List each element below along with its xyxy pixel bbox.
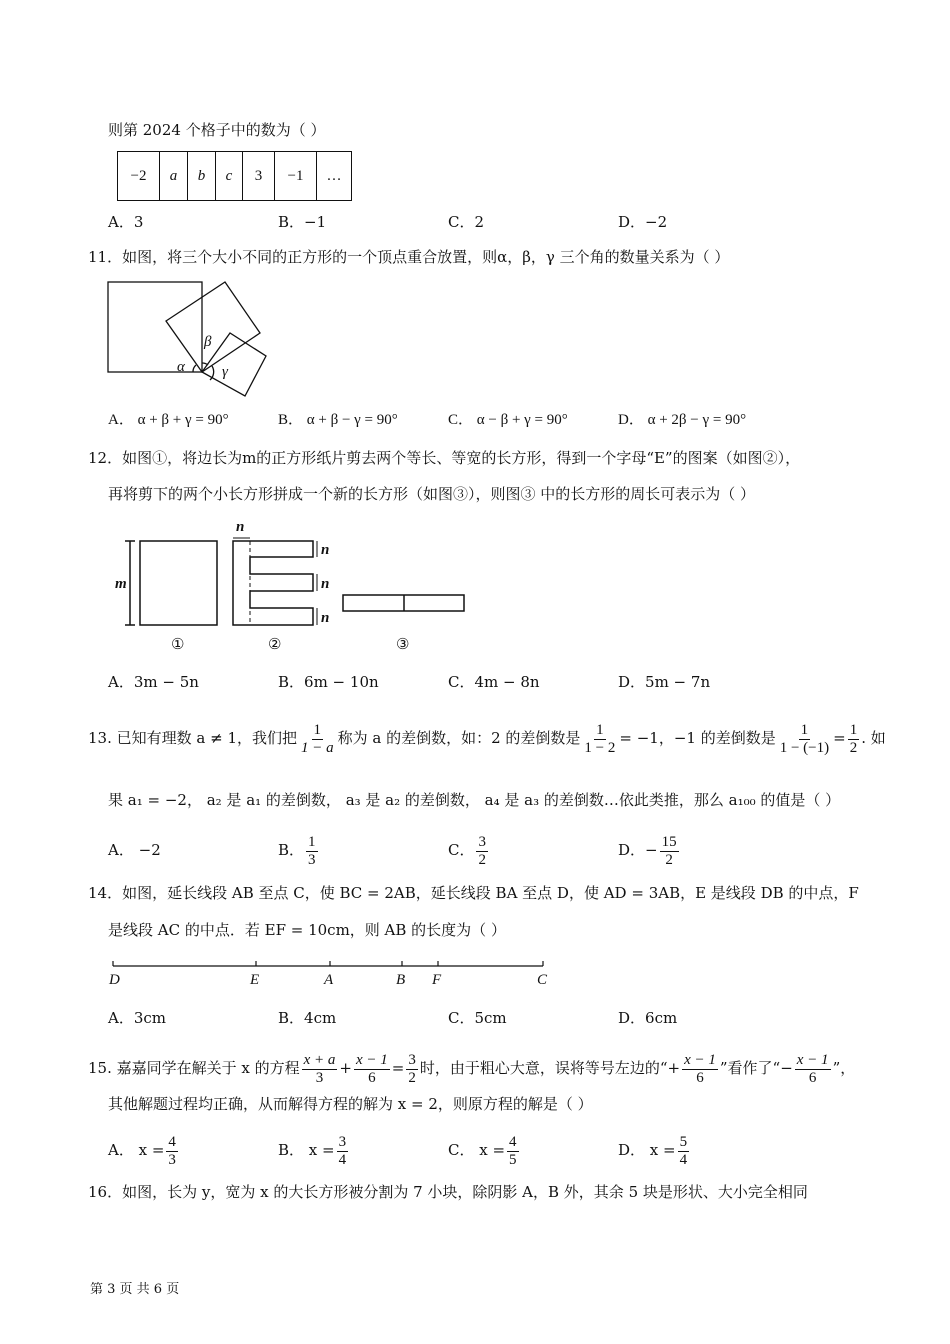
fraction [354, 1052, 390, 1087]
numerator: 5 [679, 1133, 688, 1150]
fraction [778, 722, 831, 757]
denominator: 5 [509, 1151, 517, 1168]
fraction [166, 1134, 178, 1169]
small-square [202, 333, 266, 396]
denominator: 3 [168, 1151, 176, 1168]
numerator: 1 [313, 721, 322, 738]
q12-option-d: D．5m − 7n [618, 673, 711, 691]
point-a-label: A [324, 972, 334, 988]
q16-question: 16．如图，长为 y，宽为 x 的大长方形被分割为 7 小块，除阴影 A，B 外，其余 5 块是形状、大小完全相同 [88, 1183, 808, 1201]
option-label: A． [108, 841, 134, 859]
fraction [848, 722, 860, 757]
numerator: 1 [596, 721, 604, 738]
denominator: 2 [408, 1069, 416, 1086]
q11-option-b: B． α + β − γ = 90° [278, 412, 398, 428]
numerator: 1 [308, 833, 316, 850]
fraction [582, 722, 617, 757]
fraction [306, 834, 318, 869]
denominator: 1 − 2 [584, 739, 616, 756]
q12-question-line1: 12．如图①，将边长为m的正方形纸片剪去两个等长、等宽的长方形，得到一个字母“E”的图案（如图②）， [88, 449, 801, 467]
fraction [507, 1134, 519, 1169]
text: 15. 嘉嘉同学在解关于 x 的方程 [88, 1059, 300, 1077]
denominator: 3 [308, 851, 316, 868]
point-e-label: E [250, 972, 260, 988]
text: = −1，−1 的差倒数是 [619, 729, 776, 747]
grid-cell: −2 [118, 152, 160, 201]
denominator: 6 [696, 1069, 704, 1086]
q12-option-a: A．3m − 5n [108, 673, 199, 691]
option-label: B． [278, 841, 305, 859]
numerator: 3 [478, 833, 486, 850]
gamma-label: γ [222, 364, 228, 380]
grid-cell: … [317, 152, 352, 201]
q11-question: 11．如图，将三个大小不同的正方形的一个顶点重合放置，则α，β，γ 三个角的数量关系为（ ） [88, 248, 730, 266]
point-f-label: F [432, 972, 442, 988]
numerator: 15 [661, 833, 677, 850]
q11-option-d: D． α + 2β − γ = 90° [618, 412, 747, 428]
grid-cell: −1 [275, 152, 317, 201]
option-label: B． x = [278, 1141, 335, 1159]
numerator: 3 [338, 1133, 347, 1150]
point-c-label: C [537, 972, 548, 988]
text: ”看作了“− [719, 1059, 793, 1077]
q10-option-d: D．−2 [618, 213, 668, 231]
q13-option-b [278, 830, 320, 870]
q14-question-line1: 14．如图，延长线段 AB 至点 C，使 BC = 2AB，延长线段 BA 至点 D，使 AD = 3AB，E 是线段 DB 的中点，F [88, 884, 859, 902]
numerator: 1 [800, 721, 809, 738]
q14-question-line2: 是线段 AC 的中点．若 EF = 10cm，则 AB 的长度为（ ） [108, 921, 506, 939]
fraction [302, 1052, 338, 1087]
option-label: A． x = [108, 1141, 165, 1159]
denominator: 6 [808, 1069, 817, 1086]
q10-option-a: A．3 [108, 213, 144, 231]
point-b-label: B [396, 972, 406, 988]
q11-option-a: A． α + β + γ = 90° [108, 412, 229, 428]
text: 时，由于粗心大意，误将等号左边的“+ [419, 1059, 681, 1077]
q14-option-a: A．3cm [108, 1009, 167, 1027]
numerator: x − 1 [355, 1051, 388, 1068]
numerator: 4 [509, 1133, 517, 1150]
sign: − [645, 841, 658, 859]
text: + [339, 1059, 352, 1077]
q13-question-line1 [88, 718, 886, 758]
q13-option-d [618, 830, 681, 870]
numerator: 1 [849, 721, 858, 738]
numerator: 4 [168, 1133, 176, 1150]
n-label: n [321, 610, 330, 626]
q12-option-b: B．6m − 10n [278, 673, 379, 691]
numerator: 3 [408, 1051, 416, 1068]
beta-label: β [204, 334, 212, 350]
numerator: x − 1 [684, 1051, 716, 1068]
q10-question: 则第 2024 个格子中的数为（ ） [108, 121, 326, 139]
denominator: 2 [849, 739, 858, 756]
q14-option-c: C．5cm [448, 1009, 507, 1027]
fraction [795, 1052, 831, 1087]
alpha-arc [193, 365, 196, 372]
grid-cell: c [216, 152, 243, 201]
q15-option-d [618, 1130, 691, 1170]
fig3-label: ③ [396, 637, 410, 653]
fig3-rectangle [343, 595, 464, 611]
q15-option-b [278, 1130, 350, 1170]
beta-arc [202, 363, 208, 365]
text: . 如 [861, 729, 886, 747]
denominator: 4 [679, 1151, 688, 1168]
q14-option-b: B．4cm [278, 1009, 337, 1027]
q12-option-c: C．4m − 8n [448, 673, 540, 691]
grid-cell: 3 [243, 152, 275, 201]
q15-option-a [108, 1130, 180, 1170]
q10-number-grid [117, 151, 352, 201]
q13-option-a [108, 840, 161, 860]
denominator: 1 − a [300, 739, 334, 756]
fig2-e-shape [233, 541, 313, 625]
text: 称为 a 的差倒数，如：2 的差倒数是 [337, 729, 581, 747]
text: = [833, 729, 846, 747]
denominator: 1 − (−1) [779, 739, 830, 756]
option-value: −2 [138, 841, 161, 859]
fraction [337, 1134, 349, 1169]
q13-option-c [448, 830, 490, 870]
gamma-arc [210, 366, 214, 380]
option-label: C． x = [448, 1141, 506, 1159]
fig1-label: ① [171, 637, 185, 653]
q12-question-line2: 再将剪下的两个小长方形拼成一个新的长方形（如图③），则图③ 中的长方形的周长可表示为（ ） [108, 485, 756, 503]
denominator: 2 [478, 851, 486, 868]
q15-question-line1 [88, 1048, 855, 1088]
q11-option-c: C． α − β + γ = 90° [448, 412, 568, 428]
large-square [108, 282, 202, 372]
fraction [476, 834, 488, 869]
fig1-square [140, 541, 217, 625]
n-label: n [321, 542, 330, 558]
medium-square [166, 282, 260, 372]
n-label: n [236, 519, 245, 535]
point-d-label: D [109, 972, 120, 988]
denominator: 2 [665, 851, 673, 868]
grid-cell: a [160, 152, 188, 201]
text: ”， [832, 1059, 856, 1077]
fraction [660, 834, 679, 869]
option-label: D． x = [618, 1141, 676, 1159]
fraction [682, 1052, 718, 1087]
fraction [299, 722, 336, 757]
numerator: x − 1 [796, 1051, 829, 1068]
denominator: 4 [338, 1151, 347, 1168]
fraction [406, 1052, 418, 1087]
text: 13. 已知有理数 a ≠ 1，我们把 [88, 729, 297, 747]
denominator: 3 [315, 1069, 324, 1086]
grid-cell: b [188, 152, 216, 201]
q10-option-b: B．−1 [278, 213, 327, 231]
option-label: D． [618, 841, 646, 859]
n-label: n [321, 576, 330, 592]
m-label: m [115, 576, 127, 592]
alpha-label: α [177, 359, 185, 375]
denominator: 6 [368, 1069, 376, 1086]
fig2-label: ② [268, 637, 282, 653]
page-footer: 第 3 页 共 6 页 [90, 1282, 180, 1297]
q15-option-c [448, 1130, 521, 1170]
numerator: x + a [303, 1051, 336, 1068]
text: = [391, 1059, 405, 1077]
q13-question-line2: 果 a₁ = −2， a₂ 是 a₁ 的差倒数， a₃ 是 a₂ 的差倒数， a₄ 是 a₃ 的差倒数…依此类推，那么 a₁₀₀ 的值是（ ） [108, 791, 841, 809]
q10-option-c: C．2 [448, 213, 485, 231]
option-label: C． [448, 841, 475, 859]
q14-option-d: D．6cm [618, 1009, 678, 1027]
fraction [678, 1134, 690, 1169]
q15-question-line2: 其他解题过程均正确，从而解得方程的解为 x = 2，则原方程的解是（ ） [108, 1095, 593, 1113]
